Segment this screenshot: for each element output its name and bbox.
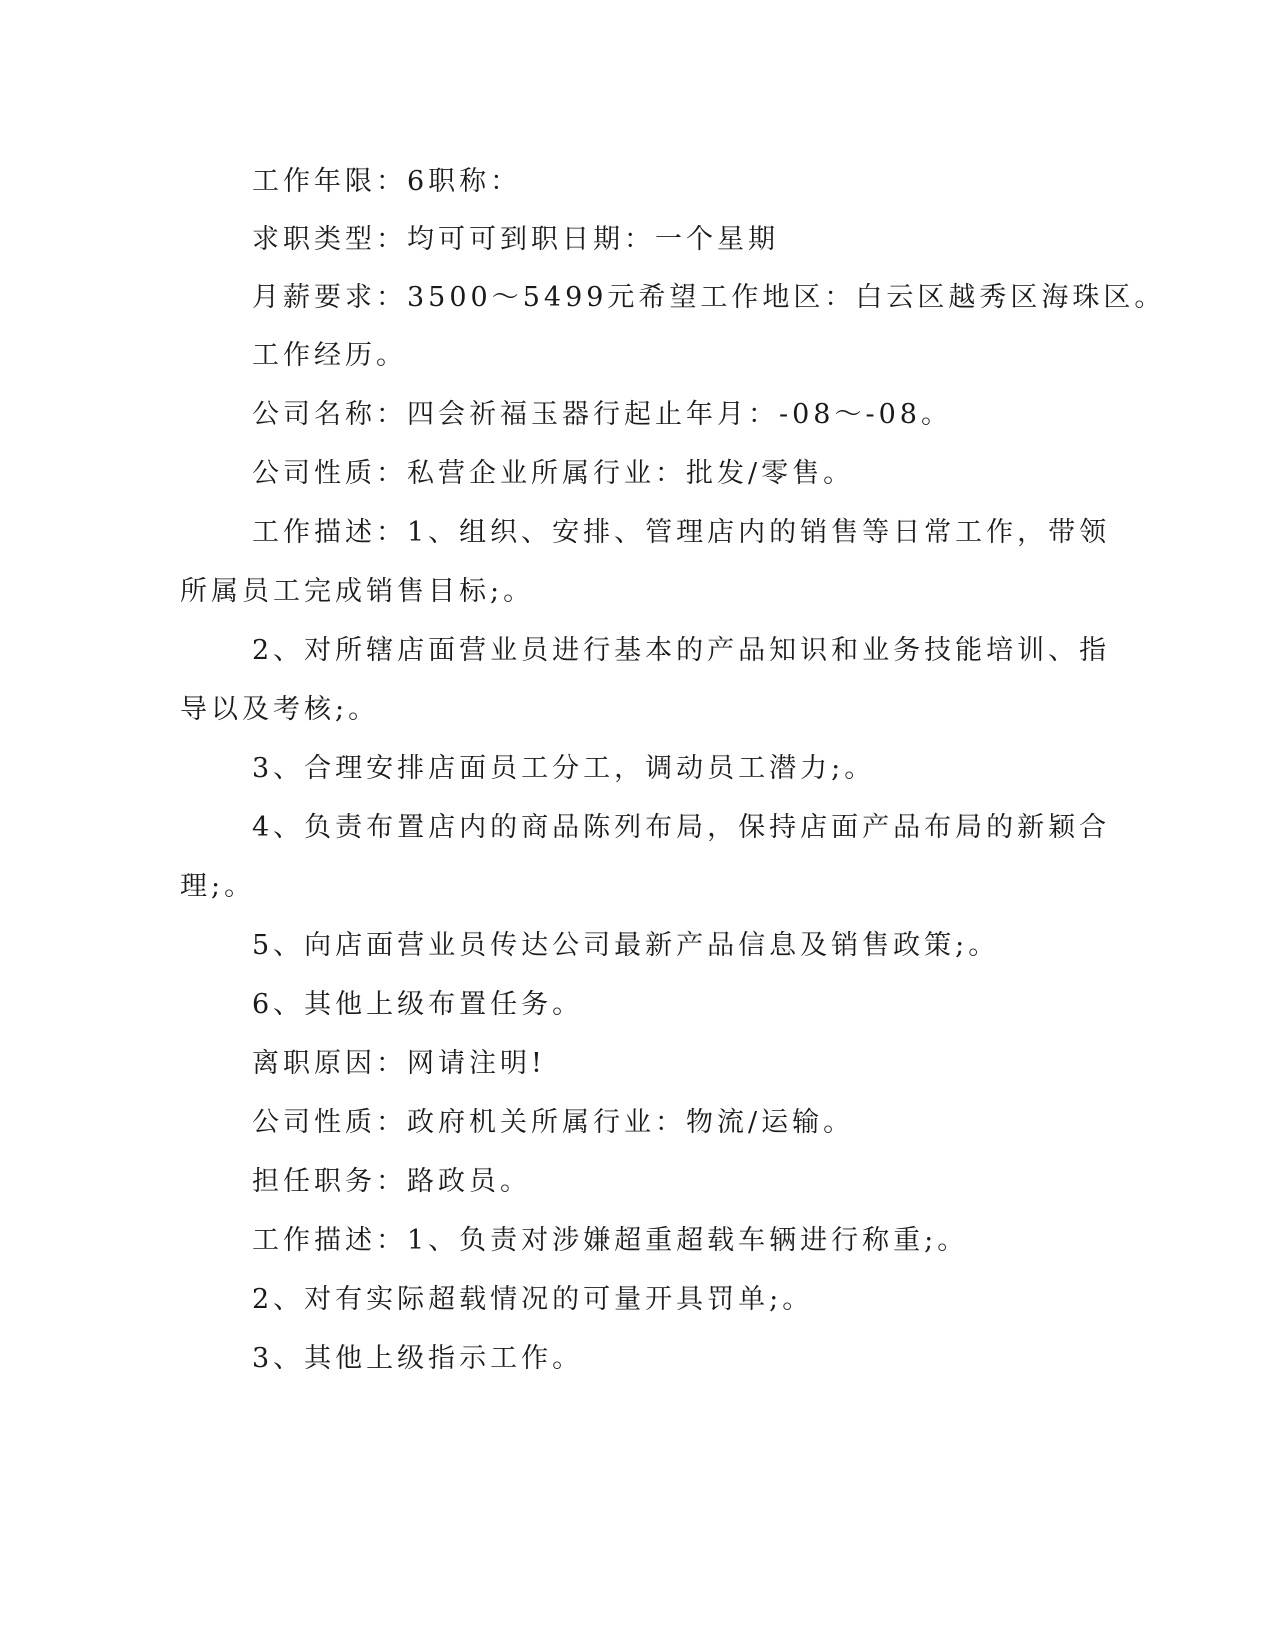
text-line-job-type: 求职类型：均可可到职日期：一个星期: [252, 224, 779, 255]
text-line-work-years: 工作年限：6职称：: [252, 166, 522, 197]
text-line-duty-3b: 3、其他上级指示工作。: [252, 1343, 584, 1374]
text-line-company-name: 公司名称：四会祈福玉器行起止年月：-08～-08。: [252, 399, 952, 430]
text-line-duty-2: 2、对所辖店面营业员进行基本的产品知识和业务技能培训、指: [252, 635, 1111, 666]
text-line-salary: 月薪要求：3500～5499元希望工作地区：白云区越秀区海珠区。: [252, 282, 1166, 313]
text-line-duty-6: 6、其他上级布置任务。: [252, 989, 584, 1020]
text-line-duty-4: 4、负责布置店内的商品陈列布局，保持店面产品布局的新颖合: [252, 812, 1111, 843]
text-line-job-description-1: 工作描述：1、组织、安排、管理店内的销售等日常工作，带领: [252, 517, 1111, 548]
text-line-duty-4-cont: 理;。: [180, 871, 256, 902]
text-line-duty-5: 5、向店面营业员传达公司最新产品信息及销售政策;。: [252, 930, 1000, 961]
text-line-job-description-1-cont: 所属员工完成销售目标;。: [180, 576, 535, 607]
text-line-job-description-2: 工作描述：1、负责对涉嫌超重超载车辆进行称重;。: [252, 1225, 969, 1256]
text-line-work-history-heading: 工作经历。: [252, 340, 407, 371]
text-line-duty-2-cont: 导以及考核;。: [180, 694, 380, 725]
text-line-position: 担任职务：路政员。: [252, 1166, 531, 1197]
text-line-company-nature-1: 公司性质：私营企业所属行业：批发/零售。: [252, 458, 855, 489]
text-line-company-nature-2: 公司性质：政府机关所属行业：物流/运输。: [252, 1107, 855, 1138]
text-line-leave-reason: 离职原因：网请注明!: [252, 1048, 546, 1079]
text-line-duty-2b: 2、对有实际超载情况的可量开具罚单;。: [252, 1284, 814, 1315]
text-line-duty-3: 3、合理安排店面员工分工，调动员工潜力;。: [252, 753, 876, 784]
